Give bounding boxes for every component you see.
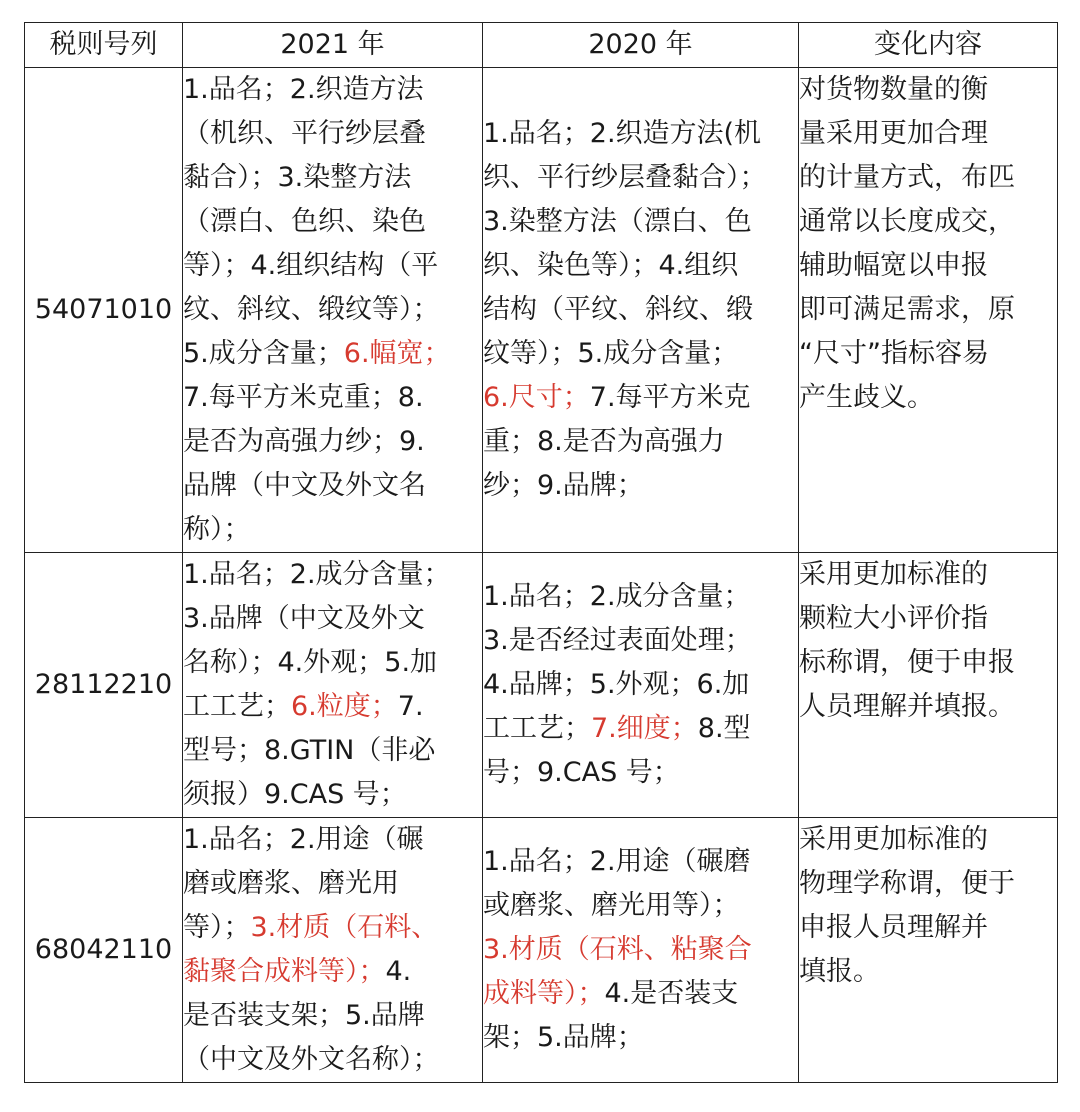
cell-line — [483, 928, 798, 972]
header-2020: 2020 年 — [483, 23, 799, 68]
table-row — [25, 68, 1058, 553]
cell-line — [483, 332, 798, 376]
change-line: 量采用更加合理 — [799, 118, 988, 149]
elements-2020-cell — [483, 68, 799, 553]
element-text: 1.品名；2.成分含量； — [183, 559, 451, 590]
element-text: 3.染整方法（漂白、色 — [483, 206, 752, 237]
element-text: 号；9.CAS 号； — [483, 757, 680, 788]
cell-line — [483, 420, 798, 464]
change-line: 标称谓，便于申报 — [799, 647, 1015, 678]
header-change: 变化内容 — [799, 23, 1058, 68]
cell-line — [183, 641, 482, 685]
element-text: 是否装支架；5.品牌 — [183, 1000, 425, 1031]
element-text: 4.是否装支 — [604, 978, 739, 1009]
element-text: 7.每平方米克重；8. — [183, 382, 424, 413]
element-text: 纹、斜纹、缎纹等）； — [183, 294, 440, 325]
element-text: 名称）；4.外观；5.加 — [183, 647, 438, 678]
element-text: 3.是否经过表面处理； — [483, 625, 752, 656]
element-text: 架；5.品牌； — [483, 1022, 644, 1053]
cell-line — [483, 464, 798, 508]
change-line: 物理学称谓，便于 — [799, 868, 1015, 899]
changed-element-text: 6.尺寸； — [483, 382, 590, 413]
comparison-table — [24, 22, 1058, 1083]
element-text: 是否为高强力纱；9. — [183, 426, 425, 457]
cell-line — [483, 751, 798, 795]
cell-line — [483, 707, 798, 751]
element-text: 磨或磨浆、磨光用 — [183, 868, 399, 899]
change-description-cell — [799, 553, 1058, 818]
element-text: 1.品名；2.织造方法 — [183, 74, 424, 105]
cell-line — [183, 994, 482, 1038]
cell-line — [183, 950, 482, 994]
header-2021: 2021 年 — [183, 23, 483, 68]
cell-line — [183, 508, 482, 552]
element-text: 4.品牌；5.外观；6.加 — [483, 669, 750, 700]
tariff-code-cell: 28112210 — [25, 553, 183, 818]
tariff-code-cell: 54071010 — [25, 68, 183, 553]
cell-line — [483, 112, 798, 156]
element-text: 重；8.是否为高强力 — [483, 426, 725, 457]
element-text: 7.每平方米克 — [589, 382, 751, 413]
table-row — [25, 818, 1058, 1083]
cell-line — [483, 972, 798, 1016]
elements-2020-cell — [483, 818, 799, 1083]
change-line: “尺寸”指标容易 — [799, 338, 989, 369]
change-line: 即可满足需求，原 — [799, 294, 1015, 325]
cell-line — [183, 244, 482, 288]
element-text: （机织、平行纱层叠 — [183, 118, 426, 149]
cell-line — [183, 862, 482, 906]
elements-2021-cell — [183, 818, 483, 1083]
element-text: 7. — [397, 691, 424, 722]
cell-line — [483, 1016, 798, 1060]
element-text: 纹等）；5.成分含量； — [483, 338, 739, 369]
cell-line — [483, 663, 798, 707]
changed-element-text: 6.粒度； — [291, 691, 398, 722]
header-row — [25, 23, 1058, 68]
change-line: 产生歧义。 — [799, 382, 934, 413]
element-text: 纱；9.品牌； — [483, 470, 644, 501]
cell-line — [483, 376, 798, 420]
element-text: 须报）9.CAS 号； — [183, 779, 407, 810]
change-line: 辅助幅宽以申报 — [799, 250, 988, 281]
cell-line — [183, 464, 482, 508]
cell-line — [183, 288, 482, 332]
cell-line — [183, 685, 482, 729]
changed-element-text: 黏聚合成料等）； — [183, 956, 386, 987]
cell-line — [183, 420, 482, 464]
cell-line — [183, 332, 482, 376]
cell-line — [183, 597, 482, 641]
cell-line — [183, 112, 482, 156]
element-text: （漂白、色织、染色 — [183, 206, 426, 237]
element-text: 称）； — [183, 514, 251, 545]
tariff-code-cell: 68042110 — [25, 818, 183, 1083]
cell-line — [183, 156, 482, 200]
cell-line — [183, 376, 482, 420]
change-line: 采用更加标准的 — [799, 559, 988, 590]
element-text: 3.品牌（中文及外文 — [183, 603, 425, 634]
change-line: 采用更加标准的 — [799, 824, 988, 855]
cell-line — [483, 288, 798, 332]
change-line: 人员理解并填报。 — [799, 691, 1015, 722]
elements-2021-cell — [183, 553, 483, 818]
element-text: 等）； — [183, 912, 251, 943]
change-line: 填报。 — [799, 956, 880, 987]
cell-line — [183, 729, 482, 773]
element-text: 工工艺； — [483, 713, 591, 744]
change-line: 对货物数量的衡 — [799, 74, 988, 105]
cell-line — [183, 773, 482, 817]
changed-element-text: 3.材质（石料、粘聚合 — [483, 934, 752, 965]
cell-line — [483, 619, 798, 663]
cell-line — [483, 156, 798, 200]
element-text: 5.成分含量； — [183, 338, 344, 369]
elements-2021-cell — [183, 68, 483, 553]
changed-element-text: 3.材质（石料、 — [250, 912, 439, 943]
element-text: （中文及外文名称）； — [183, 1044, 440, 1075]
element-text: 结构（平纹、斜纹、缎 — [483, 294, 753, 325]
element-text: 1.品名；2.成分含量； — [483, 581, 751, 612]
changed-element-text: 成料等）； — [483, 978, 605, 1009]
cell-line — [183, 1038, 482, 1082]
element-text: 等）；4.组织结构（平 — [183, 250, 439, 281]
cell-line — [483, 575, 798, 619]
element-text: 1.品名；2.用途（碾磨 — [483, 846, 751, 877]
change-line: 颗粒大小评价指 — [799, 603, 988, 634]
element-text: 织、平行纱层叠黏合）； — [483, 162, 767, 193]
cell-line — [183, 906, 482, 950]
cell-line — [483, 200, 798, 244]
change-description-cell — [799, 68, 1058, 553]
element-text: 1.品名；2.织造方法(机 — [483, 118, 762, 149]
element-text: 黏合）；3.染整方法 — [183, 162, 412, 193]
cell-line — [183, 68, 482, 112]
table-row — [25, 553, 1058, 818]
element-text: 或磨浆、磨光用等）； — [483, 890, 740, 921]
element-text: 织、染色等）；4.组织 — [483, 250, 739, 281]
change-line: 的计量方式，布匹 — [799, 162, 1015, 193]
change-line: 申报人员理解并 — [799, 912, 988, 943]
element-text: 品牌（中文及外文名 — [183, 470, 426, 501]
change-description-cell — [799, 818, 1058, 1083]
element-text: 工工艺； — [183, 691, 291, 722]
elements-2020-cell — [483, 553, 799, 818]
header-tariff-code: 税则号列 — [25, 23, 183, 68]
changed-element-text: 7.细度； — [591, 713, 698, 744]
change-line: 通常以长度成交， — [799, 206, 1015, 237]
element-text: 4. — [385, 956, 412, 987]
changed-element-text: 6.幅宽； — [343, 338, 451, 369]
cell-line — [483, 884, 798, 928]
element-text: 1.品名；2.用途（碾 — [183, 824, 424, 855]
cell-line — [183, 200, 482, 244]
element-text: 型号；8.GTIN（非必 — [183, 735, 436, 766]
cell-line — [183, 553, 482, 597]
cell-line — [483, 244, 798, 288]
cell-line — [183, 818, 482, 862]
cell-line — [483, 840, 798, 884]
element-text: 8.型 — [697, 713, 751, 744]
